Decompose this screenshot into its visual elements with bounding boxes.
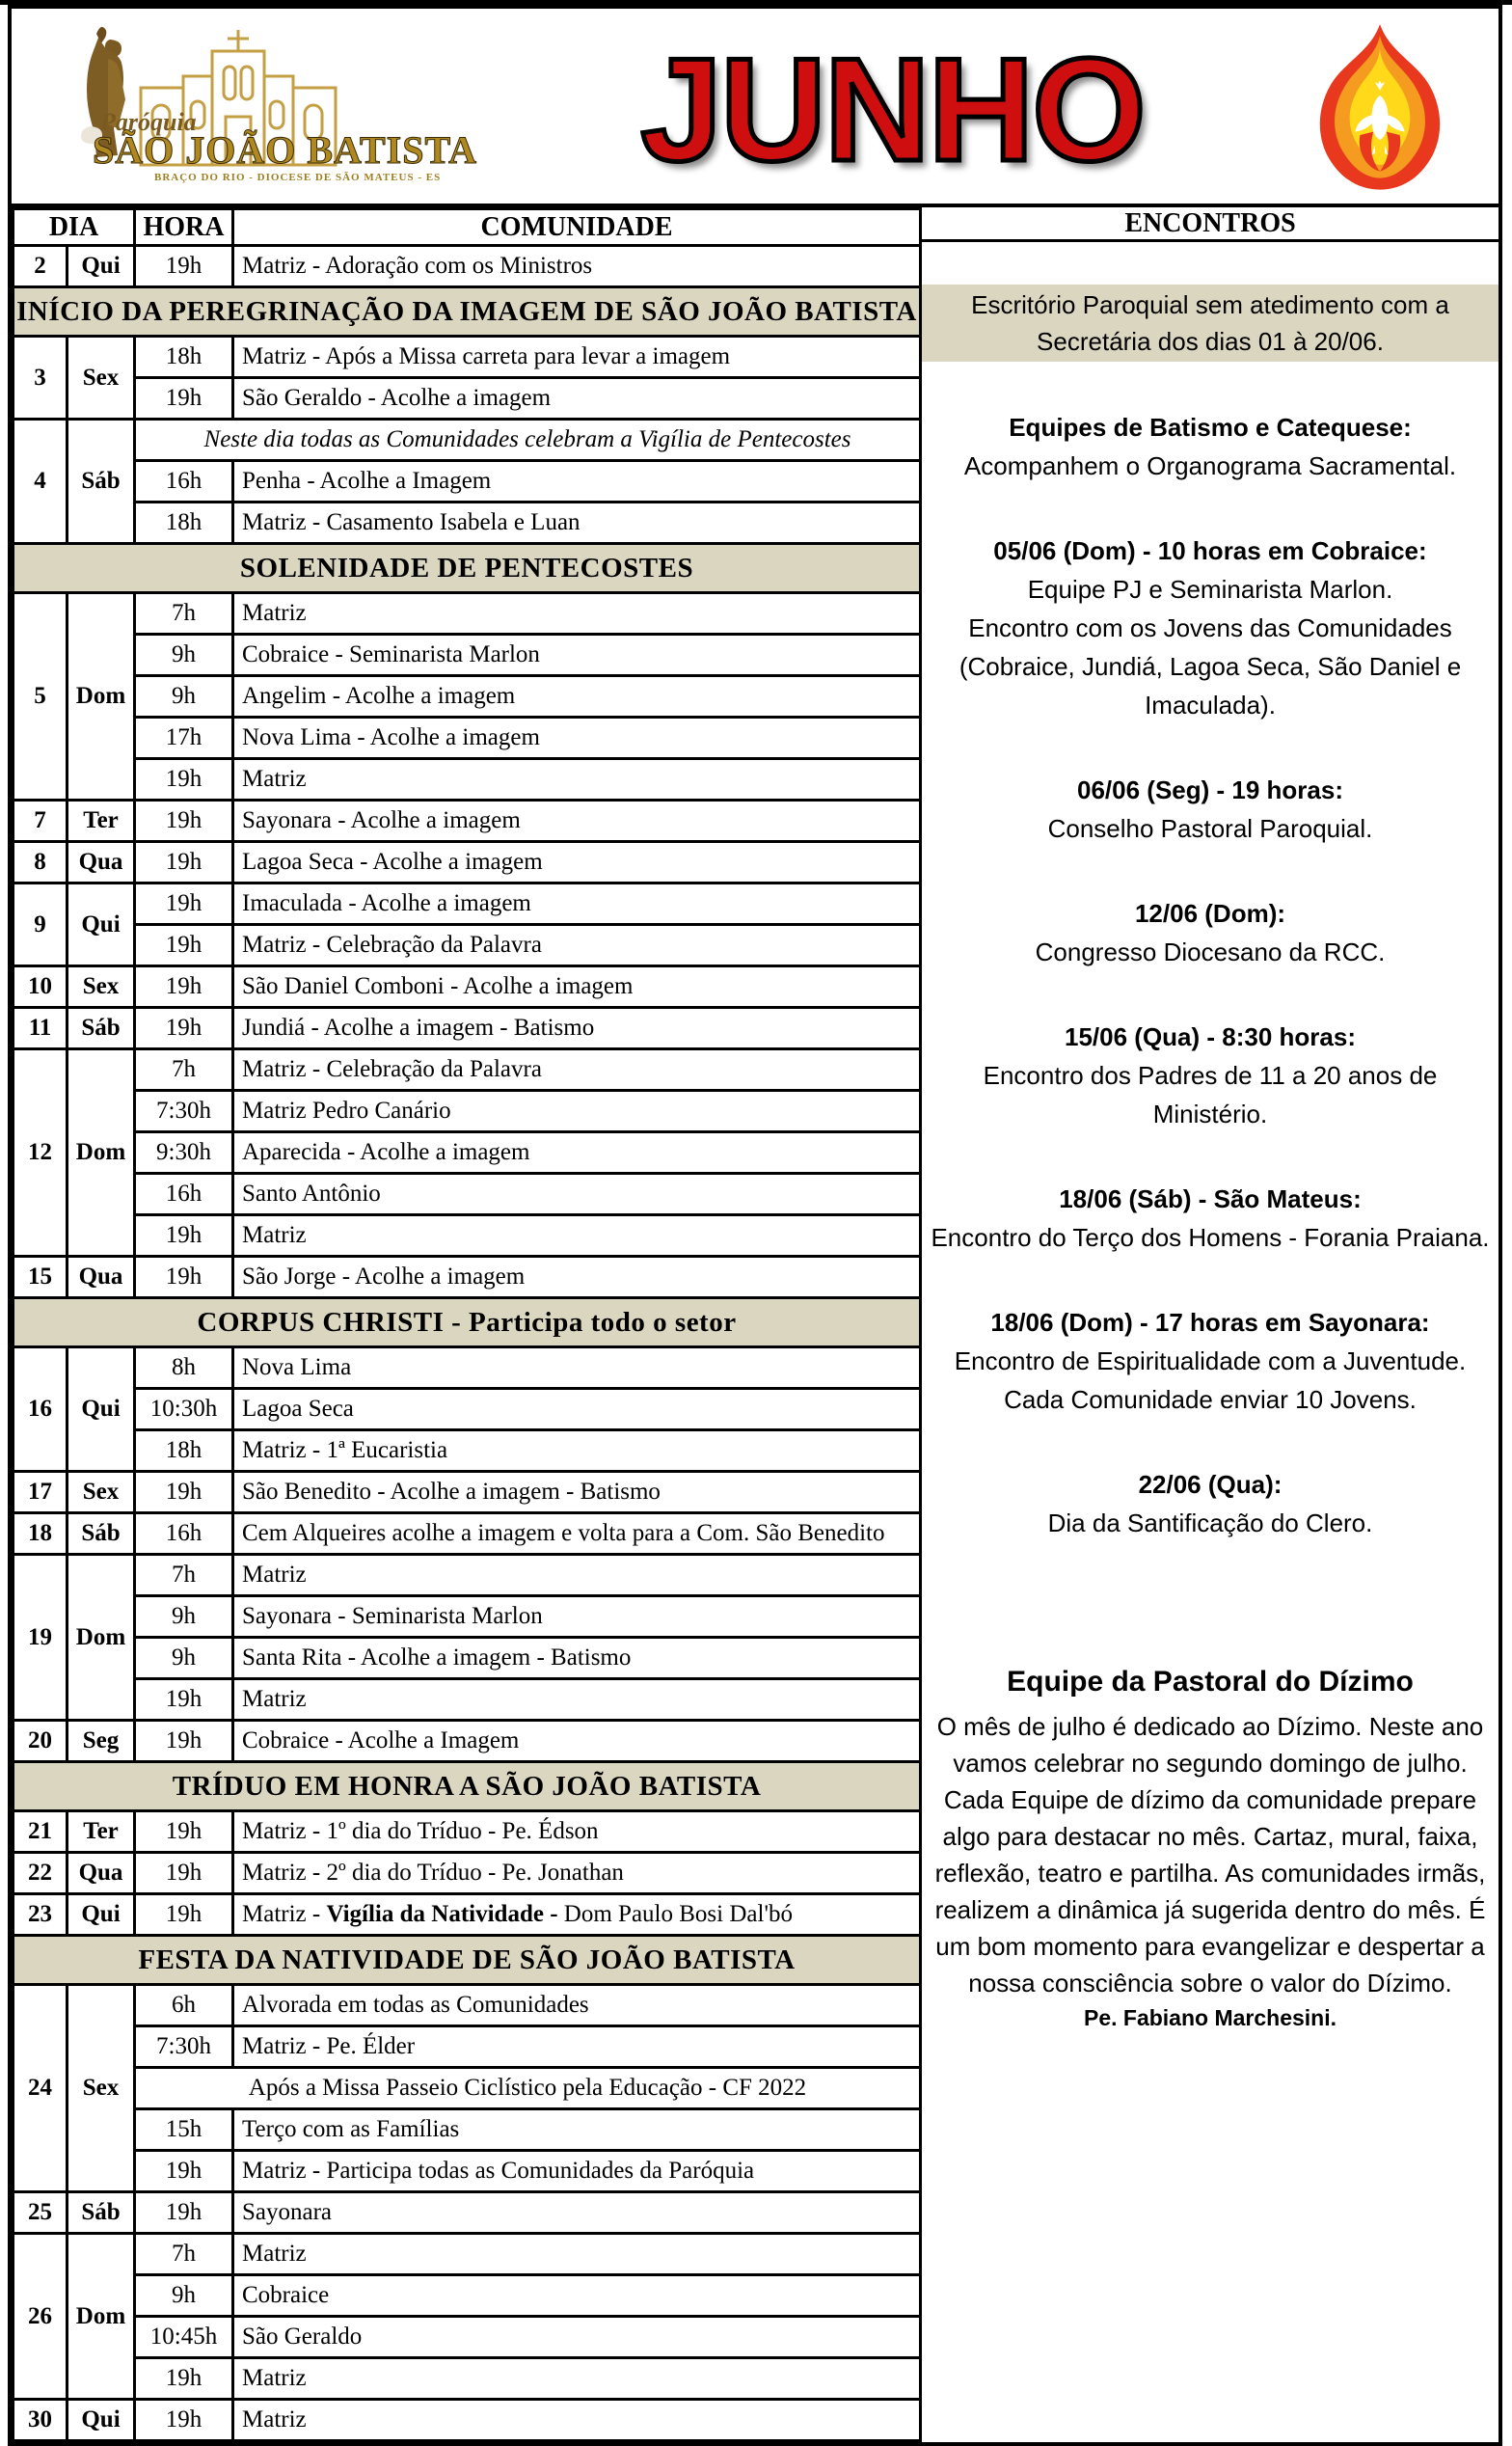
weekday-cell: Seg (68, 1721, 135, 1762)
comunidade-cell: Matriz - 1ª Eucaristia (233, 1430, 921, 1472)
comunidade-cell: Nova Lima (233, 1347, 921, 1389)
comunidade-cell: Nova Lima - Acolhe a imagem (233, 718, 921, 759)
schedule-row (14, 2026, 921, 2068)
weekday-cell: Qua (68, 1257, 135, 1298)
weekday-cell: Dom (68, 2234, 135, 2400)
page-frame (8, 5, 1502, 2446)
parish-logo-art (40, 13, 494, 201)
table-header-row (14, 209, 921, 246)
section-row (14, 1762, 921, 1811)
encontro-title: Equipes de Batismo e Catequese: (1009, 413, 1412, 442)
schedule-row (14, 420, 921, 461)
hora-cell: 7:30h (135, 1091, 233, 1132)
header (12, 9, 1498, 204)
schedule-row (14, 1174, 921, 1215)
schedule-row (14, 2109, 921, 2151)
weekday-cell: Sex (68, 1472, 135, 1513)
encontro-entry (922, 1465, 1498, 1542)
schedule-row (14, 1513, 921, 1555)
day-cell: 5 (14, 593, 68, 801)
comunidade-cell: São Benedito - Acolhe a imagem - Batismo (233, 1472, 921, 1513)
weekday-cell: Dom (68, 593, 135, 801)
hora-cell: 19h (135, 1472, 233, 1513)
comunidade-cell: Matriz (233, 1215, 921, 1257)
comunidade-cell: Matriz - 2º dia do Tríduo - Pe. Jonathan (233, 1853, 921, 1894)
encontro-title: 05/06 (Dom) - 10 horas em Cobraice: (993, 536, 1427, 565)
hora-cell: 19h (135, 1679, 233, 1721)
day-cell: 8 (14, 842, 68, 883)
weekday-cell: Sáb (68, 2192, 135, 2234)
section-row (14, 287, 921, 337)
day-cell: 15 (14, 1257, 68, 1298)
month-title: JUNHO (640, 28, 1145, 192)
comunidade-cell: Cobraice - Acolhe a Imagem (233, 1721, 921, 1762)
day-cell: 23 (14, 1894, 68, 1936)
comunidade-cell: Matriz - Celebração da Palavra (233, 1049, 921, 1091)
schedule-row (14, 2400, 921, 2441)
hora-cell: 19h (135, 883, 233, 925)
encontro-title: 15/06 (Qua) - 8:30 horas: (1065, 1022, 1356, 1051)
encontro-title: 06/06 (Seg) - 19 horas: (1077, 775, 1343, 804)
schedule-row (14, 2317, 921, 2358)
hora-cell: 19h (135, 759, 233, 801)
schedule-row (14, 593, 921, 635)
comunidade-cell: São Jorge - Acolhe a imagem (233, 1257, 921, 1298)
hora-cell: 19h (135, 801, 233, 842)
comunidade-cell: Matriz Pedro Canário (233, 1091, 921, 1132)
weekday-cell: Dom (68, 1555, 135, 1721)
comunidade-cell: Matriz (233, 2400, 921, 2441)
hora-cell: 19h (135, 842, 233, 883)
hora-cell: 19h (135, 246, 233, 287)
hora-cell: 15h (135, 2109, 233, 2151)
parish-logo (40, 13, 494, 201)
encontro-line: Encontro dos Padres de 11 a 20 anos de Ministério. (983, 1061, 1438, 1128)
comunidade-cell: Matriz - Celebração da Palavra (233, 925, 921, 966)
note-cell: Neste dia todas as Comunidades celebram a Vigília de Pentecostes (135, 420, 921, 461)
encontro-title: 12/06 (Dom): (1134, 899, 1286, 928)
hora-cell: 7h (135, 593, 233, 635)
comunidade-cell: Terço com as Famílias (233, 2109, 921, 2151)
day-cell: 4 (14, 420, 68, 544)
section-band: CORPUS CHRISTI - Participa todo o setor (14, 1298, 921, 1347)
comunidade-cell: Sayonara - Seminarista Marlon (233, 1596, 921, 1638)
hora-cell: 16h (135, 461, 233, 503)
schedule-row (14, 2068, 921, 2109)
comunidade-cell: Matriz - Após a Missa carreta para levar a imagem (233, 337, 921, 378)
comunidade-cell: Matriz - Adoração com os Ministros (233, 246, 921, 287)
encontro-line: Encontro de Espiritualidade com a Juventude. (954, 1346, 1467, 1375)
schedule-row (14, 1985, 921, 2026)
hora-cell: 9h (135, 676, 233, 718)
weekday-cell: Qui (68, 1347, 135, 1472)
section-band: FESTA DA NATIVIDADE DE SÃO JOÃO BATISTA (14, 1936, 921, 1985)
hora-cell: 9:30h (135, 1132, 233, 1174)
dizimo-text: O mês de julho é dedicado ao Dízimo. Neste ano vamos celebrar no segundo domingo de julho. Cada Equipe de dízimo da comunidade prepare algo para destacar no mês. Cartaz, mural, faixa, reflexão, teatro e partilha. As comunidades irmãs, realizem a dinâmica já sugerida dentro do mês. É um bom momento para evangelizar e despertar a nossa consciência sobre o valor do Dízimo. (934, 1712, 1486, 1998)
comunidade-cell: Matriz - Participa todas as Comunidades da Paróquia (233, 2151, 921, 2192)
hora-cell: 10:30h (135, 1389, 233, 1430)
schedule-row (14, 1347, 921, 1389)
comunidade-cell: São Geraldo - Acolhe a imagem (233, 378, 921, 420)
comunidade-cell: Jundiá - Acolhe a imagem - Batismo (233, 1008, 921, 1049)
encontro-line: Encontro do Terço dos Homens - Forania Praiana. (931, 1223, 1490, 1252)
day-cell: 25 (14, 2192, 68, 2234)
schedule-row (14, 966, 921, 1008)
weekday-cell: Sex (68, 1985, 135, 2192)
hora-cell: 18h (135, 337, 233, 378)
comunidade-cell: Matriz - 1º dia do Tríduo - Pe. Édson (233, 1811, 921, 1853)
weekday-cell: Qua (68, 842, 135, 883)
schedule-row (14, 842, 921, 883)
schedule-row (14, 1472, 921, 1513)
schedule-row (14, 1894, 921, 1936)
pentecost-flame-icon (1291, 19, 1470, 193)
hora-cell: 19h (135, 925, 233, 966)
hora-cell: 19h (135, 1853, 233, 1894)
logo-subtitle-text: BRAÇO DO RIO - DIOCESE DE SÃO MATEUS - ES (154, 171, 442, 183)
section-row (14, 1936, 921, 1985)
encontro-entry (922, 1018, 1498, 1133)
day-cell: 30 (14, 2400, 68, 2441)
comunidade-cell: Santa Rita - Acolhe a imagem - Batismo (233, 1638, 921, 1679)
schedule-row (14, 2275, 921, 2317)
hora-cell: 19h (135, 1894, 233, 1936)
day-cell: 19 (14, 1555, 68, 1721)
schedule-row (14, 2358, 921, 2400)
encontro-line: Encontro com os Jovens das Comunidades (968, 613, 1452, 642)
schedule-row (14, 676, 921, 718)
comunidade-cell: Lagoa Seca (233, 1389, 921, 1430)
schedule-row (14, 2192, 921, 2234)
comunidade-cell: Aparecida - Acolhe a imagem (233, 1132, 921, 1174)
weekday-cell: Sex (68, 337, 135, 420)
encontro-entry (922, 408, 1498, 485)
hora-cell: 19h (135, 2151, 233, 2192)
comunidade-cell: Matriz (233, 2234, 921, 2275)
comunidade-cell: Alvorada em todas as Comunidades (233, 1985, 921, 2026)
schedule-row (14, 1811, 921, 1853)
hora-cell: 16h (135, 1174, 233, 1215)
comunidade-cell: Sayonara (233, 2192, 921, 2234)
hora-cell: 17h (135, 718, 233, 759)
day-cell: 3 (14, 337, 68, 420)
weekday-cell: Qua (68, 1853, 135, 1894)
schedule-row (14, 1049, 921, 1091)
section-band: SOLENIDADE DE PENTECOSTES (14, 544, 921, 593)
weekday-cell: Ter (68, 1811, 135, 1853)
hora-cell: 7:30h (135, 2026, 233, 2068)
section-band: TRÍDUO EM HONRA A SÃO JOÃO BATISTA (14, 1762, 921, 1811)
day-cell: 7 (14, 801, 68, 842)
day-cell: 22 (14, 1853, 68, 1894)
schedule-row (14, 337, 921, 378)
weekday-cell: Ter (68, 801, 135, 842)
day-cell: 12 (14, 1049, 68, 1257)
hora-cell: 19h (135, 1721, 233, 1762)
weekday-cell: Sáb (68, 420, 135, 544)
schedule-row (14, 718, 921, 759)
hora-cell: 19h (135, 1811, 233, 1853)
hora-cell: 7h (135, 1049, 233, 1091)
note-cell: Após a Missa Passeio Ciclístico pela Educação - CF 2022 (135, 2068, 921, 2109)
encontros-body (922, 242, 1498, 2442)
hora-cell: 7h (135, 1555, 233, 1596)
hora-cell: 18h (135, 503, 233, 544)
hora-cell: 19h (135, 378, 233, 420)
comunidade-cell: Angelim - Acolhe a imagem (233, 676, 921, 718)
schedule-row (14, 1721, 921, 1762)
hora-cell: 10:45h (135, 2317, 233, 2358)
hora-cell: 19h (135, 966, 233, 1008)
encontro-line: Dia da Santificação do Clero. (1047, 1508, 1373, 1537)
comunidade-cell: Cobraice (233, 2275, 921, 2317)
encontro-line: Equipe PJ e Seminarista Marlon. (1027, 575, 1393, 604)
hora-cell: 8h (135, 1347, 233, 1389)
day-cell: 20 (14, 1721, 68, 1762)
schedule-row (14, 1430, 921, 1472)
day-cell: 24 (14, 1985, 68, 2192)
day-cell: 2 (14, 246, 68, 287)
schedule-row (14, 1638, 921, 1679)
section-row (14, 1298, 921, 1347)
schedule-row (14, 1132, 921, 1174)
comunidade-cell: São Geraldo (233, 2317, 921, 2358)
weekday-cell: Sáb (68, 1008, 135, 1049)
dizimo-signature: Pe. Fabiano Marchesini. (1083, 2005, 1337, 2030)
comunidade-cell: Matriz (233, 1555, 921, 1596)
hora-cell: 19h (135, 2192, 233, 2234)
comunidade-cell: Matriz (233, 1679, 921, 1721)
hora-cell: 9h (135, 635, 233, 676)
schedule-row (14, 1853, 921, 1894)
schedule-row (14, 503, 921, 544)
hora-cell: 19h (135, 1257, 233, 1298)
schedule-row (14, 1008, 921, 1049)
hora-cell: 19h (135, 2400, 233, 2441)
encontro-line: Acompanhem o Organograma Sacramental. (963, 451, 1457, 480)
comunidade-cell: Lagoa Seca - Acolhe a imagem (233, 842, 921, 883)
encontro-entry (922, 1180, 1498, 1257)
encontros-column (922, 207, 1498, 2442)
hora-cell: 9h (135, 1596, 233, 1638)
encontro-title: 22/06 (Qua): (1138, 1470, 1282, 1499)
weekday-cell: Qui (68, 1894, 135, 1936)
schedule-row (14, 1215, 921, 1257)
hora-cell: 19h (135, 1008, 233, 1049)
hora-cell: 18h (135, 1430, 233, 1472)
day-cell: 18 (14, 1513, 68, 1555)
schedule-row (14, 246, 921, 287)
encontro-line: (Cobraice, Jundiá, Lagoa Seca, São Daniel e Imaculada). (958, 652, 1462, 720)
encontro-line: Congresso Diocesano da RCC. (1035, 938, 1386, 966)
hora-cell: 6h (135, 1985, 233, 2026)
schedule-row (14, 378, 921, 420)
comunidade-cell: São Daniel Comboni - Acolhe a imagem (233, 966, 921, 1008)
encontro-entry (922, 771, 1498, 848)
day-cell: 9 (14, 883, 68, 966)
col-header-dia: DIA (14, 209, 135, 246)
weekday-cell: Qui (68, 2400, 135, 2441)
hora-cell: 19h (135, 2358, 233, 2400)
schedule-row (14, 635, 921, 676)
comunidade-cell: Imaculada - Acolhe a imagem (233, 883, 921, 925)
comunidade-cell: Cem Alqueires acolhe a imagem e volta para a Com. São Benedito (233, 1513, 921, 1555)
section-band: INÍCIO DA PEREGRINAÇÃO DA IMAGEM DE SÃO JOÃO BATISTA (14, 287, 921, 337)
day-cell: 11 (14, 1008, 68, 1049)
col-header-hora: HORA (135, 209, 233, 246)
schedule-row (14, 2151, 921, 2192)
comunidade-cell: Sayonara - Acolhe a imagem (233, 801, 921, 842)
encontro-entry (922, 531, 1498, 724)
comunidade-cell: Penha - Acolhe a Imagem (233, 461, 921, 503)
day-cell: 16 (14, 1347, 68, 1472)
day-cell: 21 (14, 1811, 68, 1853)
schedule-row (14, 925, 921, 966)
encontro-line: Conselho Pastoral Paroquial. (1047, 814, 1373, 843)
hora-cell: 9h (135, 2275, 233, 2317)
comunidade-cell: Matriz (233, 593, 921, 635)
schedule-row (14, 2234, 921, 2275)
weekday-cell: Dom (68, 1049, 135, 1257)
comunidade-cell: Matriz (233, 759, 921, 801)
col-header-encontros: ENCONTROS (922, 207, 1498, 242)
schedule-row (14, 461, 921, 503)
content (12, 204, 1498, 2442)
schedule-row (14, 1679, 921, 1721)
hora-cell: 16h (135, 1513, 233, 1555)
dizimo-title: Equipe da Pastoral do Dízimo (1007, 1666, 1414, 1698)
encontro-line: Cada Comunidade enviar 10 Jovens. (1004, 1385, 1417, 1414)
comunidade-cell: Cobraice - Seminarista Marlon (233, 635, 921, 676)
encontro-entry (922, 894, 1498, 971)
weekday-cell: Qui (68, 883, 135, 966)
notice-highlight: Escritório Paroquial sem atedimento com a Secretária dos dias 01 à 20/06. (922, 285, 1498, 362)
schedule-table (12, 207, 922, 2442)
col-header-comunidade: COMUNIDADE (233, 209, 921, 246)
schedule-row (14, 1389, 921, 1430)
day-cell: 10 (14, 966, 68, 1008)
schedule-row (14, 1555, 921, 1596)
comunidade-cell: Matriz (233, 2358, 921, 2400)
weekday-cell: Qui (68, 246, 135, 287)
encontro-title: 18/06 (Sáb) - São Mateus: (1059, 1184, 1362, 1213)
schedule-row (14, 801, 921, 842)
hora-cell: 19h (135, 1215, 233, 1257)
dizimo-block (922, 1666, 1498, 2031)
hora-cell: 9h (135, 1638, 233, 1679)
comunidade-cell: Matriz - Casamento Isabela e Luan (233, 503, 921, 544)
encontro-title: 18/06 (Dom) - 17 horas em Sayonara: (990, 1308, 1430, 1337)
day-cell: 26 (14, 2234, 68, 2400)
schedule-row (14, 1257, 921, 1298)
schedule-row (14, 1596, 921, 1638)
section-row (14, 544, 921, 593)
schedule-body (14, 246, 921, 2441)
hora-cell: 7h (135, 2234, 233, 2275)
day-cell: 17 (14, 1472, 68, 1513)
schedule-row (14, 1091, 921, 1132)
logo-script-text: Paróquia (100, 107, 197, 136)
comunidade-cell: Matriz - Pe. Élder (233, 2026, 921, 2068)
schedule-row (14, 883, 921, 925)
comunidade-cell: Santo Antônio (233, 1174, 921, 1215)
weekday-cell: Sex (68, 966, 135, 1008)
logo-name-text: SÃO JOÃO BATISTA (93, 127, 478, 172)
schedule-row (14, 759, 921, 801)
weekday-cell: Sáb (68, 1513, 135, 1555)
encontro-entry (922, 1303, 1498, 1419)
comunidade-cell: Matriz - Vigília da Natividade - Dom Paulo Bosi Dal'bó (233, 1894, 921, 1936)
